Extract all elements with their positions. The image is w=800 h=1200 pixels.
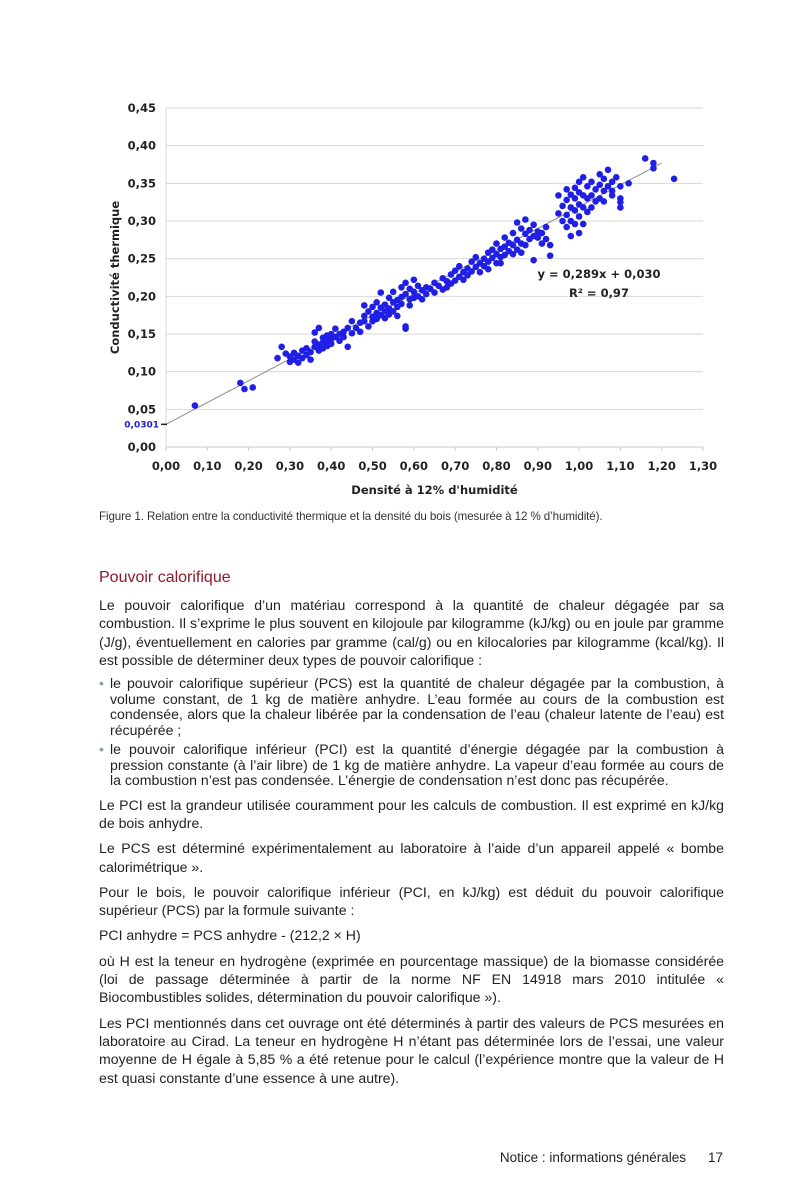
r-squared-label: R² = 0,97 [569,286,629,300]
x-tick-label: 0,20 [234,459,263,473]
data-point [344,325,351,332]
data-point [576,213,583,220]
list-item [99,676,724,738]
data-point [473,254,480,261]
data-point [559,203,566,210]
data-point [241,386,248,393]
x-tick-label: 1,10 [606,459,635,473]
formula: PCI anhydre = PCS anhydre - (212,2 × H) [99,927,361,944]
data-point [543,236,550,243]
data-point [530,257,537,264]
paragraph: Les PCI mentionnés dans cet ouvrage ont été déterminés à partir des valeurs de PCS mesurées en laboratoire au Cirad. La teneur en hydrogène H n’étant pas déterminée lors de l’essai, une valeur moyenne de H égale à 5,85 % a été retenue pour le calcul (l’expérience montre que la valeur de H est quasi constante d’une essence à une autre). [99,1014,724,1086]
data-point [394,313,401,320]
data-point [373,299,380,306]
data-point [402,291,409,298]
data-point [522,242,529,249]
data-point [192,402,199,409]
data-point [601,176,608,183]
data-point [485,266,492,273]
list-item-text: le pouvoir calorifique inférieur (PCI) est la quantité d’énergie dégagée par la combustion à pression constante (à l’air libre) de 1 kg de matière anhydre. La vapeur d’eau formée au cours de la combustion n’est pas condensée. L’énergie de condensation n’est donc pas récupérée. [110,741,724,789]
y-tick-label: 0,10 [127,364,156,379]
data-point [572,207,579,214]
data-point [605,166,612,173]
data-point [671,176,678,183]
data-point [344,344,351,351]
regression-equation: y = 0,289x + 0,030 [537,267,661,281]
data-point [456,263,463,270]
data-point [340,334,347,341]
data-point [568,233,575,240]
data-point [431,289,438,296]
paragraph: Le PCI est la grandeur utilisée couramment pour les calculs de combustion. Il est exprimé en kJ/kg de bois anhydre. [99,796,724,831]
data-point [518,225,525,232]
y-tick-label: 0,25 [127,251,156,266]
x-tick-label: 0,10 [193,459,222,473]
page-number: 17 [707,1150,723,1165]
page-footer [500,1150,723,1165]
data-point [493,240,500,247]
y-axis-title: Conductivité thermique [108,200,122,355]
data-point [563,186,570,193]
bullet-icon: • [99,741,104,758]
y-tick-label: 0,00 [127,440,156,454]
data-point [617,183,624,190]
data-point [274,355,281,362]
running-title: Notice : informations générales [499,1150,686,1165]
paragraph: Le PCS est déterminé expérimentalement au laboratoire à l’aide d’un appareil appelé « bombe calorimétrique ». [99,840,724,875]
data-point [563,212,570,219]
data-point [576,230,583,237]
data-point [411,276,418,283]
x-axis-title: Densité à 12% d'humidité [351,483,518,497]
y-tick-label: 0,20 [127,289,156,304]
data-point [249,384,256,391]
figure-caption: Figure 1. Relation entre la conductivité thermique et la densité du bois (mesurée à 12 % d’humidité). [99,510,603,523]
data-point [406,302,413,309]
data-point [307,349,314,356]
data-point [572,195,579,202]
x-tick-label: 0,80 [482,459,511,473]
data-point [601,198,608,205]
data-point [510,230,517,237]
data-point [349,318,356,325]
data-point [402,279,409,286]
data-point [563,224,570,231]
data-point [588,192,595,199]
data-point [307,356,314,363]
paragraph: Pour le bois, le pouvoir calorifique inférieur (PCI, en kJ/kg) est déduit du pouvoir calorifique supérieur (PCS) par la formule suivante : [99,883,724,919]
y-tick-label: 0,40 [127,138,156,153]
data-point [514,219,521,226]
data-point [563,197,570,204]
bullet-list [99,676,724,789]
data-point [613,174,620,181]
section-heading: Pouvoir calorifique [99,569,231,586]
data-point [617,204,624,211]
data-point [625,180,632,187]
data-point [588,179,595,186]
data-point [501,234,508,241]
data-point [609,192,616,199]
data-point [518,249,525,256]
data-point [423,291,430,298]
data-point [237,380,244,387]
data-point [419,296,426,303]
y-tick-label: 0,45 [127,101,156,115]
data-point [497,260,504,267]
data-point [398,301,405,308]
x-tick-label: 0,60 [399,459,429,473]
list-item [99,742,724,789]
data-point [332,325,339,332]
data-point [543,224,550,231]
data-point [316,325,323,332]
x-tick-label: 0,40 [317,459,346,473]
data-point [361,318,368,325]
x-tick-label: 0,70 [440,459,470,473]
data-point [642,155,649,162]
data-point [349,330,356,337]
data-point [555,192,562,199]
data-point [328,340,335,347]
body-text [99,596,724,1094]
data-point [378,289,385,296]
x-tick-label: 0,30 [275,459,305,473]
data-point [526,227,533,234]
data-point [559,218,566,225]
data-point [390,289,397,296]
bullet-icon: • [99,675,104,692]
x-tick-label: 0,90 [523,459,552,473]
data-point [402,325,409,332]
intercept-label: 0,0301 [124,420,159,431]
data-point [588,204,595,211]
data-point [547,242,554,249]
data-points [192,155,678,409]
data-point [278,344,285,351]
y-tick-label: 0,35 [127,176,156,191]
y-tick-labels [128,101,156,454]
intro-paragraph: Le pouvoir calorifique d’un matériau correspond à la quantité de chaleur dégagée par sa combustion. Il s’exprime le plus souvent en kilojoule par kilogramme (kJ/kg) ou en joule par gramme (J/g), éventuellement en calories par gramme (cal/g) ou en kilocalories par kilogramme (kcal/kg). Il est possible de déterminer deux types de pouvoir calorifique : [99,597,724,668]
y-tick-label: 0,30 [127,214,156,228]
data-point [596,182,603,189]
y-tick-label: 0,15 [127,327,156,341]
data-point [580,221,587,228]
x-tick-label: 1,30 [688,459,718,473]
x-tick-label: 1,00 [564,459,594,473]
data-point [547,252,554,259]
data-point [572,221,579,228]
x-tick-label: 0,00 [151,459,181,473]
data-point [361,302,368,309]
x-tick-label: 0,50 [358,459,387,473]
data-point [580,174,587,181]
data-point [530,221,537,228]
list-item-text: le pouvoir calorifique supérieur (PCS) est la quantité de chaleur dégagée par la combustion, à volume constant, de 1 kg de matière anhydre. L’eau formée au cours de la combustion est condensée, alors que la chaleur libérée par la condensation de l’eau (chaleur latente de l’eau) est récupérée ; [110,675,724,738]
x-tick-label: 1,20 [647,459,676,473]
x-tick-labels [152,459,717,473]
paragraph: où H est la teneur en hydrogène (exprimée en pourcentage massique) de la biomasse considérée (loi de passage déterminée à partir de la norme NF EN 14918 mars 2010 intitulée « Biocombustibles solides, détermination du pouvoir calorifique »). [99,952,724,1006]
scatter-chart [0,0,800,510]
data-point [477,269,484,276]
data-point [650,165,657,172]
y-tick-label: 0,05 [127,402,156,417]
data-point [357,328,364,335]
data-point [522,216,529,223]
data-point [539,230,546,237]
data-point [365,323,372,330]
data-point [555,210,562,217]
